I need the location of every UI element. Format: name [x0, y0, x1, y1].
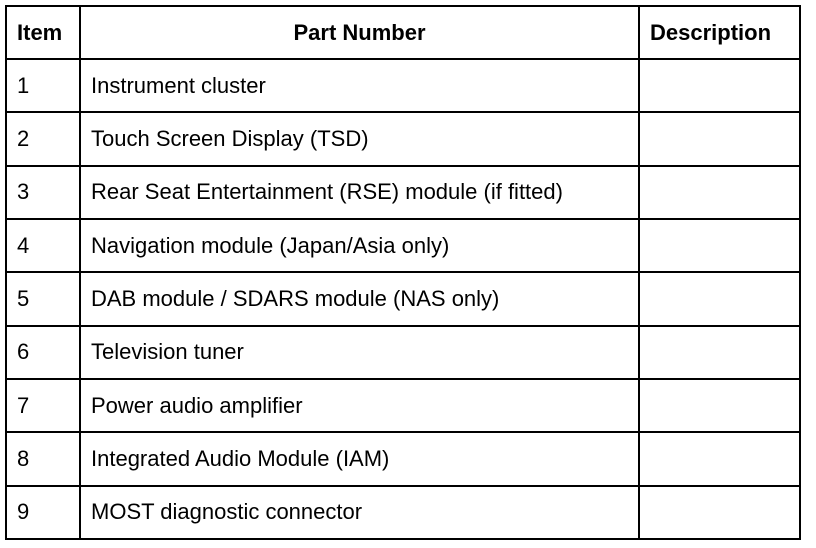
table-row — [6, 272, 800, 325]
description-cell — [639, 219, 800, 272]
description-cell — [639, 379, 800, 432]
item-number-cell: 2 — [6, 112, 80, 165]
item-number-cell: 5 — [6, 272, 80, 325]
table-row — [6, 326, 800, 379]
description-cell — [639, 272, 800, 325]
table-row — [6, 432, 800, 485]
table-row — [6, 219, 800, 272]
table-row — [6, 166, 800, 219]
item-number-cell: 9 — [6, 486, 80, 539]
parts-table — [5, 5, 801, 540]
item-number-cell: 8 — [6, 432, 80, 485]
header-item: Item — [6, 6, 80, 59]
table-row — [6, 486, 800, 539]
part-number-cell: Integrated Audio Module (IAM) — [80, 432, 639, 485]
part-number-cell: DAB module / SDARS module (NAS only) — [80, 272, 639, 325]
table-row — [6, 379, 800, 432]
description-cell — [639, 326, 800, 379]
item-number-cell: 1 — [6, 59, 80, 112]
table-header-row — [6, 6, 800, 59]
part-number-cell: Navigation module (Japan/Asia only) — [80, 219, 639, 272]
table-row — [6, 59, 800, 112]
description-cell — [639, 432, 800, 485]
table-row — [6, 112, 800, 165]
part-number-cell: MOST diagnostic connector — [80, 486, 639, 539]
item-number-cell: 7 — [6, 379, 80, 432]
item-number-cell: 3 — [6, 166, 80, 219]
part-number-cell: Instrument cluster — [80, 59, 639, 112]
description-cell — [639, 486, 800, 539]
part-number-cell: Touch Screen Display (TSD) — [80, 112, 639, 165]
part-number-cell: Television tuner — [80, 326, 639, 379]
description-cell — [639, 59, 800, 112]
header-part-number: Part Number — [80, 6, 639, 59]
header-description: Description — [639, 6, 800, 59]
item-number-cell: 6 — [6, 326, 80, 379]
description-cell — [639, 112, 800, 165]
part-number-cell: Power audio amplifier — [80, 379, 639, 432]
item-number-cell: 4 — [6, 219, 80, 272]
description-cell — [639, 166, 800, 219]
part-number-cell: Rear Seat Entertainment (RSE) module (if fitted) — [80, 166, 639, 219]
